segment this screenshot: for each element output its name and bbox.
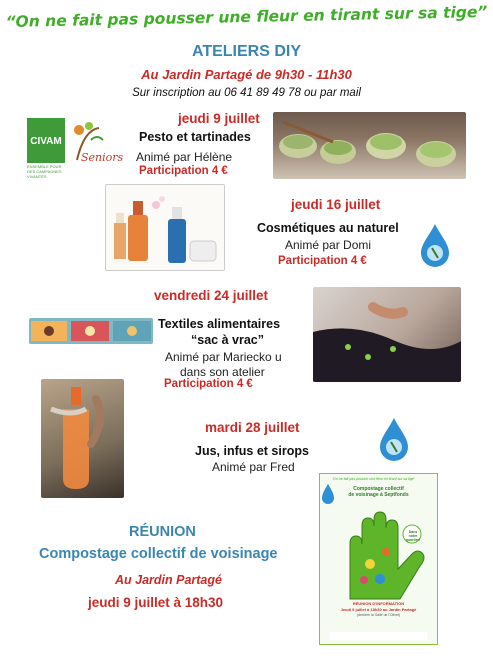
compost-hand-image <box>320 474 437 644</box>
sewing-hands-image <box>313 287 461 382</box>
civam-logo-text: CIVAM <box>30 136 62 147</box>
water-drop-icon <box>418 222 452 268</box>
poster-footer-line1: RÉUNION D'INFORMATION <box>352 601 405 606</box>
page-title: ATELIERS DIY <box>191 43 302 60</box>
workshop-1-date: jeudi 9 juillet <box>178 111 260 126</box>
poster-title-line1: Compostage collectif <box>353 486 404 492</box>
slogan-quote: “On ne fait pas pousser une fleur en tirant sur sa tige” <box>5 2 488 32</box>
meeting-datetime: jeudi 9 juillet à 18h30 <box>88 595 224 610</box>
workshop-2-host: Animé par Domi <box>285 238 372 252</box>
sewing-photo <box>313 287 461 382</box>
water-drop-icon <box>377 416 411 462</box>
workshop-4-date: mardi 28 juillet <box>205 420 300 435</box>
workshop-3-host-line2: dans son atelier <box>180 365 265 379</box>
workshop-3-name-line2: “sac à vrac” <box>191 333 264 347</box>
workshop-1-name: Pesto et tartinades <box>139 130 251 144</box>
workshop-2-price: Participation 4 € <box>278 255 367 267</box>
poster-footer-line2: Jeudi 9 juillet à 18h30 au Jardin Partagé <box>340 607 417 612</box>
pesto-photo <box>273 112 466 179</box>
workshop-1-price: Participation 4 € <box>139 165 228 177</box>
bee-wrap-image <box>29 318 153 344</box>
pesto-jars-image <box>273 112 466 179</box>
poster-footer-line3: (derrière la Salle de l'Olivet) <box>356 613 401 617</box>
cosmetics-photo <box>105 184 225 271</box>
workshop-3-date: vendredi 24 juillet <box>154 288 269 303</box>
workshop-1-host: Animé par Hélène <box>136 150 233 164</box>
poster-quote: “On ne fait pas pousser une fleur en tirant sur sa tige” <box>332 477 415 481</box>
bee-wrap-photo <box>29 318 153 344</box>
meeting-place: Au Jardin Partagé <box>115 573 222 587</box>
civam-subtitle: ENSEMBLE POUR DES CAMPAGNES VIVANTES <box>27 164 62 179</box>
meeting-title: Compostage collectif de voisinage <box>39 546 278 562</box>
poster-bubble-text: Dans notre quartier! <box>405 530 421 542</box>
workshop-4-name: Jus, infus et sirops <box>195 444 309 458</box>
workshop-4-host: Animé par Fred <box>212 460 295 474</box>
workshop-3-name-line1: Textiles alimentaires <box>158 317 281 331</box>
partner-logos <box>27 118 124 178</box>
civam-logo <box>27 118 65 163</box>
workshop-3-price: Participation 4 € <box>164 378 253 390</box>
workshop-2-date: jeudi 16 juillet <box>291 197 381 212</box>
inscription-note: Sur inscription au 06 41 89 49 78 ou par mail <box>132 87 361 99</box>
meeting-label: RÉUNION <box>129 524 196 540</box>
compost-poster <box>319 473 438 645</box>
workshop-2-name: Cosmétiques au naturel <box>257 221 399 235</box>
cosmetics-bottles-image <box>106 185 224 270</box>
seniors-logo-text: Seniors <box>81 151 124 164</box>
juice-photo <box>41 379 124 498</box>
location-time: Au Jardin Partagé de 9h30 - 11h30 <box>141 67 352 82</box>
workshop-3-host-line1: Animé par Mariecko u <box>165 350 282 364</box>
poster-title-line2: de voisinage à Septfonds <box>348 492 409 498</box>
juice-bottle-image <box>41 379 124 498</box>
